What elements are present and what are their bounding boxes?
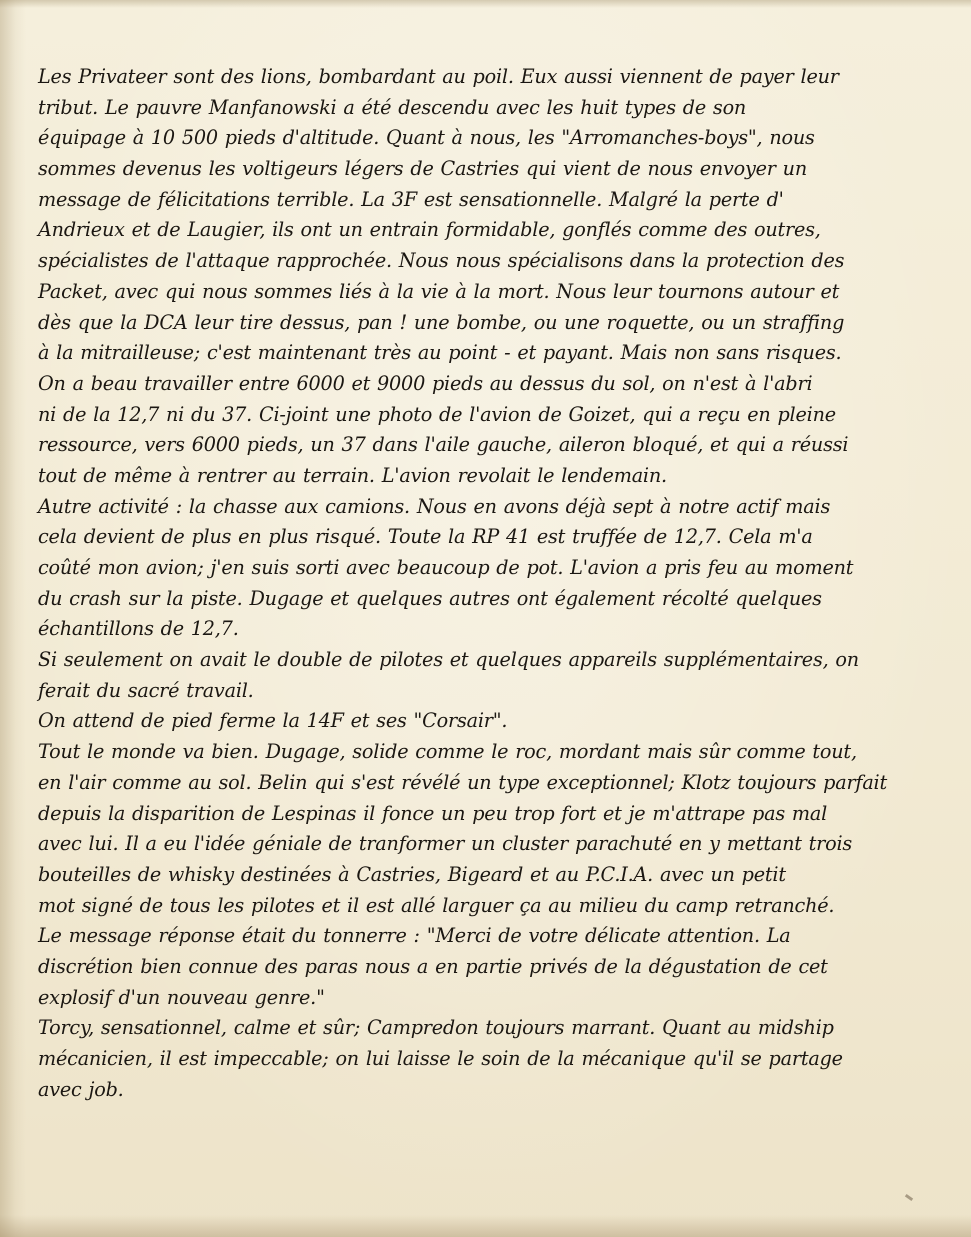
paper-speck <box>905 1194 913 1201</box>
text-line-5: message de félicitations terrible. La 3F est sensationnelle. Malgré la perte d' <box>38 187 784 211</box>
text-line-6: Andrieux et de Laugier, ils ont un entrain formidable, gonflés comme des outres, <box>38 218 821 242</box>
text-line-23: Tout le monde va bien. Dugage, solide comme le roc, mordant mais sûr comme tout, <box>38 740 857 764</box>
text-line-22: On attend de pied ferme la 14F et ses "Corsair". <box>38 709 508 733</box>
page-bottom-shadow <box>0 1215 971 1237</box>
text-line-28: mot signé de tous les pilotes et il est allé larguer ça au milieu du camp retranché. <box>38 893 835 917</box>
text-line-15: Autre activité : la chasse aux camions. Nous en avons déjà sept à notre actif mais <box>38 494 831 518</box>
text-line-14: tout de même à rentrer au terrain. L'avion revolait le lendemain. <box>38 463 667 487</box>
text-line-32: Torcy, sensationnel, calme et sûr; Campredon toujours marrant. Quant au midship <box>38 1016 834 1040</box>
text-line-1: Les Privateer sont des lions, bombardant au poil. Eux aussi viennent de payer leur <box>38 65 839 88</box>
text-line-26: avec lui. Il a eu l'idée géniale de tranformer un cluster parachuté en y mettant trois <box>38 832 853 856</box>
text-line-18: du crash sur la piste. Dugage et quelques autres ont également récolté quelques <box>38 586 822 610</box>
text-line-9: dès que la DCA leur tire dessus, pan ! une bombe, ou une roquette, ou un straffing <box>38 310 845 334</box>
text-line-30: discrétion bien connue des paras nous a en partie privés de la dégustation de cet <box>38 954 828 978</box>
binding-shadow <box>0 0 26 1237</box>
text-line-11: On a beau travailler entre 6000 et 9000 pieds au dessus du sol, on n'est à l'abri <box>38 371 813 395</box>
text-line-31: explosif d'un nouveau genre." <box>38 985 325 1009</box>
text-line-3: équipage à 10 500 pieds d'altitude. Quant à nous, les "Arromanches-boys", nous <box>38 126 815 150</box>
text-line-25: depuis la disparition de Lespinas il fonce un peu trop fort et je m'attrape pas mal <box>38 801 828 825</box>
text-line-33: mécanicien, il est impeccable; on lui laisse le soin de la mécanique qu'il se partage <box>38 1047 843 1070</box>
text-line-12: ni de la 12,7 ni du 37. Ci-joint une photo de l'avion de Goizet, qui a reçu en pleine <box>38 402 836 426</box>
text-line-21: ferait du sacré travail. <box>38 678 254 702</box>
text-line-29: Le message réponse était du tonnerre : "Merci de votre délicate attention. La <box>38 924 791 948</box>
text-line-17: coûté mon avion; j'en suis sorti avec beaucoup de pot. L'avion a pris feu au moment <box>38 556 854 579</box>
text-line-8: Packet, avec qui nous sommes liés à la vie à la mort. Nous leur tournons autour et <box>38 279 840 303</box>
page-top-shadow <box>0 0 971 8</box>
text-line-13: ressource, vers 6000 pieds, un 37 dans l'aile gauche, aileron bloqué, et qui a réussi <box>38 433 849 457</box>
text-line-19: échantillons de 12,7. <box>38 617 239 641</box>
text-line-24: en l'air comme au sol. Belin qui s'est révélé un type exceptionnel; Klotz toujours parfait <box>38 770 888 794</box>
text-line-4: sommes devenus les voltigeurs légers de Castries qui vient de nous envoyer un <box>38 157 807 181</box>
letter-text <box>38 62 968 1105</box>
text-line-7: spécialistes de l'attaque rapprochée. Nous nous spécialisons dans la protection des <box>38 249 845 273</box>
text-line-2: tribut. Le pauvre Manfanowski a été descendu avec les huit types de son <box>38 95 747 119</box>
text-line-27: bouteilles de whisky destinées à Castries, Bigeard et au P.C.I.A. avec un petit <box>38 862 786 886</box>
text-line-20: Si seulement on avait le double de pilotes et quelques appareils supplémentaires, on <box>38 648 859 672</box>
text-line-10: à la mitrailleuse; c'est maintenant très au point - et payant. Mais non sans risques. <box>38 341 842 365</box>
text-line-16: cela devient de plus en plus risqué. Toute la RP 41 est truffée de 12,7. Cela m'a <box>38 525 813 549</box>
text-line-34: avec job. <box>38 1077 124 1101</box>
